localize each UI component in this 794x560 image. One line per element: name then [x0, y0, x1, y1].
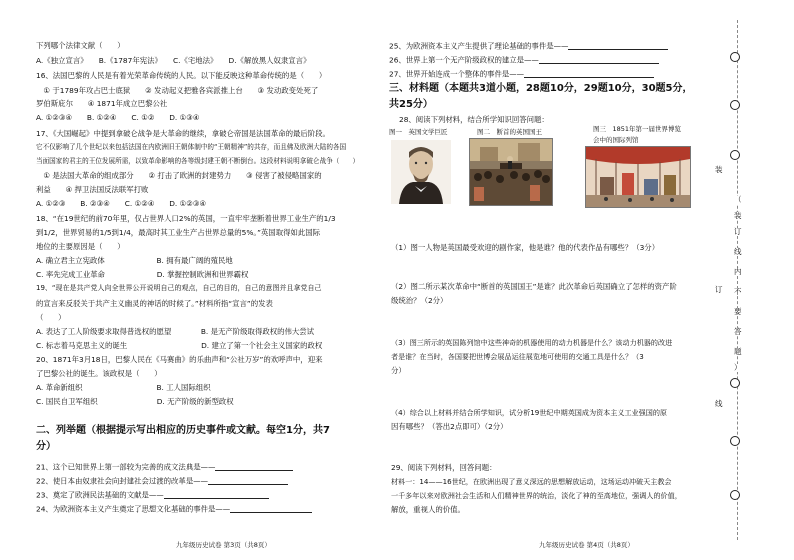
binding-hole-circle — [730, 436, 740, 446]
binding-hole-circle — [730, 100, 740, 110]
q22-item: 22、使日本由奴隶社会向封建社会过渡的改革是—— — [36, 477, 288, 485]
binding-hole-circle — [730, 490, 740, 500]
binding-char: 订 — [734, 227, 742, 236]
figure3-caption-2: 会中的国际列馆 — [593, 136, 639, 144]
q19-options-ab: A. 表达了工人阶级要求取得普选权的愿望 B. 是无产阶级取得政权的伟大尝试 — [36, 327, 315, 336]
q16-stem: 16、法国巴黎的人民是有着光荣革命传统的人民。以下能反映这种革命传统的是（ ） — [36, 71, 327, 80]
answer-blank[interactable] — [208, 477, 288, 485]
answer-blank[interactable] — [230, 505, 312, 513]
answer-blank[interactable] — [568, 42, 668, 50]
binding-margin — [718, 0, 758, 560]
figure2-caption: 图二 断首的英国国王 — [477, 128, 542, 136]
page-footer-left: 九年级历史试卷 第3页（共8页） — [176, 541, 271, 549]
binding-char: 要 — [734, 307, 742, 316]
page-footer-right: 九年级历史试卷 第4页（共8页） — [539, 541, 634, 549]
section3-title-2: 共25分） — [389, 99, 433, 110]
q15-options: A.《独立宣言》 B.《1787年宪法》 C.《宅地法》 D.《解放黑人奴隶宣言》 — [36, 56, 311, 65]
q16-items-1: ① 于1789年攻占巴士底狱 ② 发动起义把雅各宾派推上台 ③ 发动政变处死了 — [36, 86, 319, 95]
q18-stem-1: 18、“在19世纪的前70年里，仅占世界人口2%的英国，一直牢牢垄断着世界工业生产的1/3 — [36, 214, 336, 223]
q23-item: 23、奠定了欧洲民法基础的文献是—— — [36, 491, 269, 499]
q21-item: 21、这个已知世界上第一部较为完善的成文法典是—— — [36, 463, 293, 471]
q17-stem-3: 当面国家的君主的王位发展所需，以致革命影响的各等级封建王朝不断倒台。这段材料说明拿破仑战争（ ） — [36, 157, 360, 165]
q28-part4-line1: （4）综合以上材料并结合所学知识，试分析19世纪中期英国成为资本主义工业强国的原 — [391, 408, 668, 417]
binding-char: 题 — [734, 347, 742, 356]
q17-stem-2: 它不仅影响了几个世纪以来包括法国在内欧洲旧王朝体制中的“王朝精神”的共存，而且佛及欧洲大陆的各国 — [36, 143, 347, 151]
binding-char: 装 — [734, 211, 742, 220]
q15-stem-end: 下列哪个法律文献（ ） — [36, 41, 125, 50]
section2-title-1: 二、列举题（根据提示写出相应的历史事件或文献。每空1分，共7 — [36, 425, 330, 436]
answer-blank[interactable] — [524, 70, 654, 78]
q19-stem-1: 19、“现在是共产党人向全世界公开说明自己的观点，自己的目的，自己的意图并且拿党自己 — [36, 284, 322, 292]
q28-part1: （1）图一人物是英国最受欢迎的剧作家，他是谁？他的代表作品有哪些？（3分） — [391, 243, 660, 252]
binding-char: 装 — [715, 165, 723, 174]
q28-part3-line2: 者是谁？在当时，各国要把世博会展品运往展览地可使用的交通工具是什么？（3 — [391, 352, 644, 361]
binding-dashed-line — [737, 20, 738, 540]
q18-stem-2: 到1/2，世界贸易的1/5到1/4，最高时其工业生产占世界总量的5%。”英国取得如此国际 — [36, 228, 321, 237]
q17-items-1: ① 是法国大革命的组成部分 ② 打击了欧洲的封建势力 ③ 侵害了被侵略国家的 — [36, 171, 322, 180]
binding-hole-circle — [730, 378, 740, 388]
q28-intro: 28、阅读下列材料，结合所学知识回答问题： — [399, 115, 549, 124]
q25-item: 25、为欧洲资本主义产生提供了理论基础的事件是—— — [389, 42, 668, 50]
binding-hole-circle — [730, 150, 740, 160]
q26-item: 26、世界上第一个无产阶级政权的建立是—— — [389, 56, 659, 64]
binding-hole-circle — [730, 52, 740, 62]
q16-items-2: 罗伯斯庇尔 ④ 1871年成立巴黎公社 — [36, 99, 168, 108]
q19-stem-2: 的宣言来反驳关于共产主义幽灵的神话的时候了。”材料所指“宣言”的发表 — [36, 299, 273, 308]
figure1-caption: 图一 英国文学巨匠 — [389, 128, 448, 136]
binding-char: 线 — [715, 399, 723, 408]
q27-item: 27、世界开始连成一个整体的事件是—— — [389, 70, 654, 78]
king-execution-image — [469, 138, 553, 206]
binding-char: 订 — [715, 285, 723, 294]
q28-part2-line2: 级统治？（2分） — [391, 296, 448, 305]
q20-stem-2: 了巴黎公社的诞生。该政权是（ ） — [36, 369, 162, 378]
q28-part2-line1: （2）图二所示某次革命中“断首的英国国王”是谁？此次革命后英国确立了怎样的资产阶 — [391, 282, 677, 291]
answer-blank[interactable] — [539, 56, 659, 64]
binding-char: ） — [734, 363, 742, 372]
figure3-caption-1: 图三 1851年第一届世界博览 — [593, 125, 682, 133]
q29-material1-line2: 一千多年以来对欧洲社会生活和人们精神世界的统治，淡化了神的至高地位，强调人的价值， — [391, 491, 682, 500]
q19-stem-3: （ ） — [36, 313, 66, 322]
binding-char: 答 — [734, 327, 742, 336]
q18-stem-3: 地位的主要原因是（ ） — [36, 242, 125, 251]
binding-char: 线 — [734, 247, 742, 256]
q19-options-cd: C. 标志着马克思主义的诞生 D. 建立了第一个社会主义国家的政权 — [36, 341, 323, 350]
q29-material1-line3: 解放，重视人的价值。 — [391, 505, 465, 514]
q28-part3-line3: 分） — [391, 366, 406, 375]
q29-intro: 29、阅读下列材料，回答问题： — [391, 463, 497, 472]
answer-blank[interactable] — [164, 491, 269, 499]
q24-item: 24、为欧洲资本主义产生奠定了思想文化基础的事件是—— — [36, 505, 312, 513]
q17-items-2: 利益 ④ 捍卫法国反法联军打败 — [36, 185, 149, 194]
q16-options: A. ①②③④ B. ①②④ C. ①② D. ①③④ — [36, 113, 200, 122]
section3-title-1: 三、材料题（本题共3道小题，28题10分，29题10分，30题5分， — [389, 83, 693, 94]
q17-options: A. ①②③ B. ②③④ C. ①②④ D. ①②③④ — [36, 199, 207, 208]
section2-title-2: 分） — [36, 441, 56, 452]
q28-part4-line2: 因有哪些？（答出2点即可）（2分） — [391, 422, 508, 431]
q17-stem-1: 17、《大国崛起》中提到拿破仑战争是大革命的继续，拿破仑帝国是法国革命的最后阶段。 — [36, 129, 330, 138]
q20-stem-1: 20、1871年3月18日，巴黎人民在《马赛曲》的乐曲声和“公社万岁”的欢呼声中，迎来 — [36, 355, 323, 364]
binding-char: 内 — [734, 267, 742, 276]
q29-material1-line1: 材料一：14——16世纪，在欧洲出现了意义深远的思想解放运动，这场运动冲破天主教会 — [391, 477, 672, 486]
q20-options-cd: C. 国民自卫军组织 D. 无产阶级的新型政权 — [36, 397, 234, 406]
answer-blank[interactable] — [215, 463, 293, 471]
binding-char: 不 — [734, 287, 742, 296]
q28-part3-line1: （3）图三所示的英国陈列馆中这些神奇的机器使用的动力机器是什么？该动力机器的改进 — [391, 338, 673, 347]
shakespeare-portrait-image — [391, 140, 451, 204]
q18-options-cd: C. 率先完成工业革命 D. 掌握控制欧洲和世界霸权 — [36, 270, 249, 279]
q20-options-ab: A. 革命新组织 B. 工人国际组织 — [36, 383, 211, 392]
q18-options-ab: A. 确立君主立宪政体 B. 拥有最广阔的殖民地 — [36, 256, 233, 265]
binding-char: （ — [734, 195, 742, 204]
exhibition-hall-image — [585, 146, 691, 208]
